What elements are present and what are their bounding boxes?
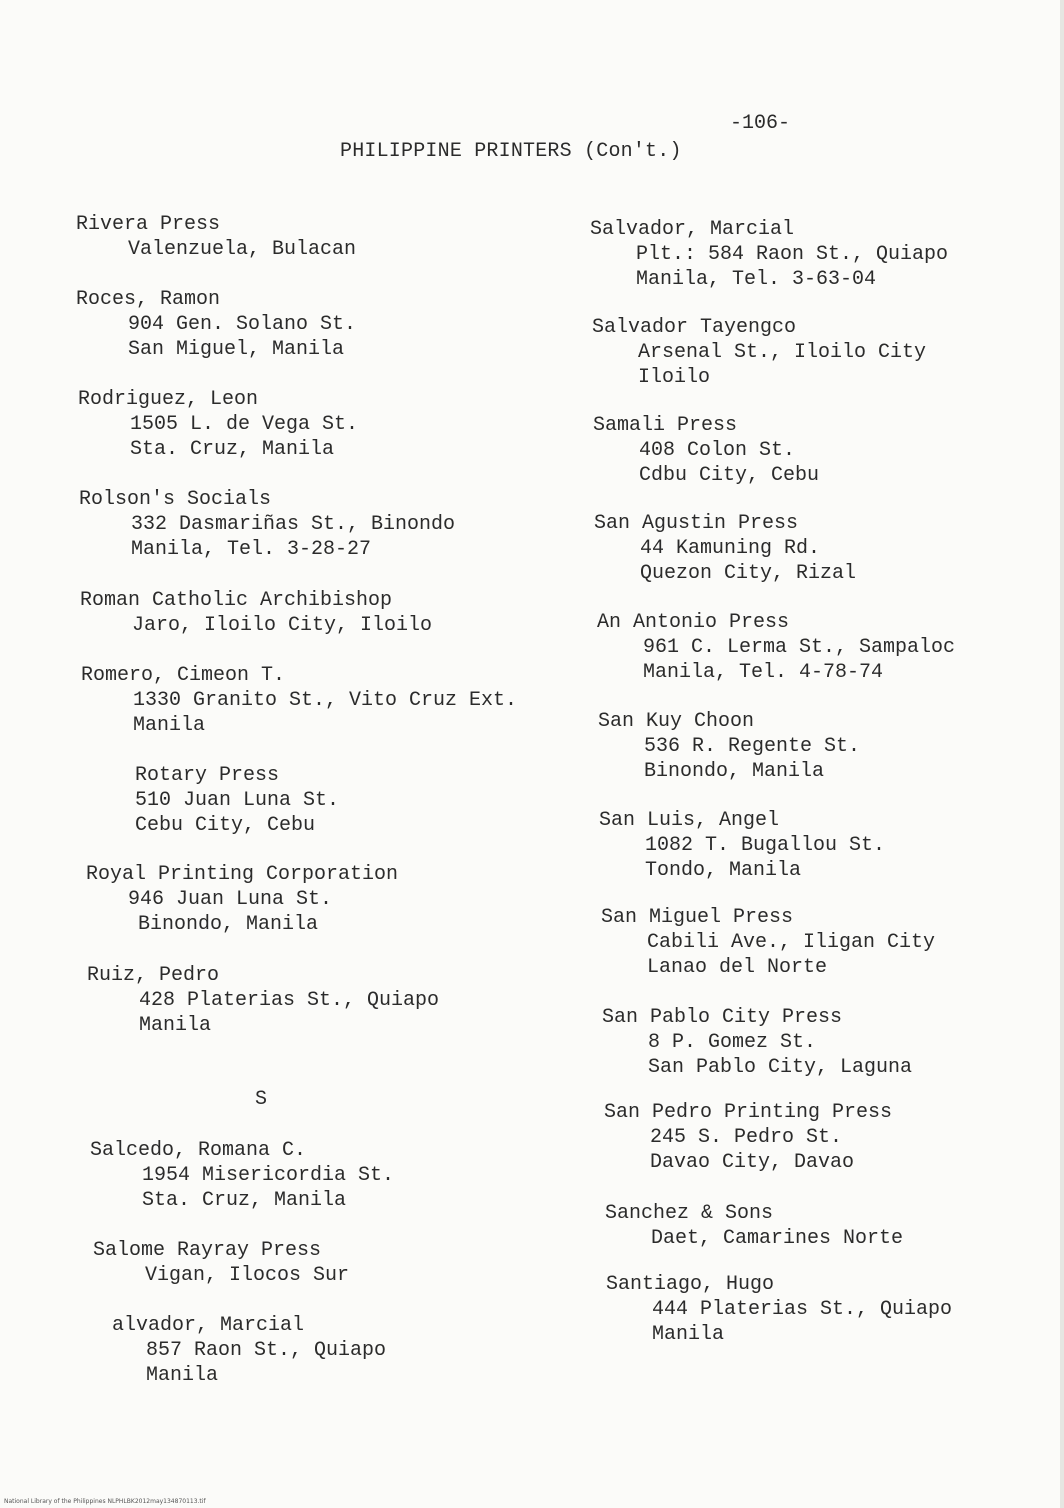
list-item	[135, 763, 339, 838]
entry-address: 946 Juan Luna St.	[128, 888, 333, 911]
entry-address: Manila	[133, 714, 206, 737]
entry-address: Cdbu City, Cebu	[639, 464, 820, 487]
list-item	[87, 963, 439, 1038]
entry-address: 1330 Granito St., Vito Cruz Ext.	[133, 689, 518, 712]
entry-address: San Miguel, Manila	[128, 338, 345, 361]
list-item	[599, 808, 885, 883]
entry-name: San Pedro Printing Press	[604, 1101, 893, 1124]
entry-address: Arsenal St., Iloilo City	[638, 341, 927, 364]
entry-name: An Antonio Press	[597, 611, 790, 634]
entry-address: Binondo, Manila	[138, 913, 319, 936]
entry-name: San Kuy Choon	[598, 710, 755, 733]
entry-address: Iloilo	[638, 366, 711, 389]
entry-name: Salome Rayray Press	[93, 1239, 322, 1262]
list-item	[86, 862, 398, 937]
list-item	[79, 487, 455, 562]
list-item	[601, 905, 935, 980]
entry-address: 8 P. Gomez St.	[648, 1031, 817, 1054]
entry-address: 44 Kamuning Rd.	[640, 537, 821, 560]
entry-name: Romero, Cimeon T.	[81, 664, 286, 687]
entry-name: Santiago, Hugo	[606, 1273, 775, 1296]
entry-address: Plt.: 584 Raon St., Quiapo	[636, 243, 949, 266]
entry-name: Salcedo, Romana C.	[90, 1139, 307, 1162]
entry-address: 1505 L. de Vega St.	[130, 413, 359, 436]
list-item	[93, 1238, 349, 1288]
entry-name: Roman Catholic Archibishop	[80, 589, 393, 612]
list-item	[592, 315, 926, 390]
page-title: PHILIPPINE PRINTERS (Con't.)	[340, 140, 682, 163]
entry-address: 510 Juan Luna St.	[135, 789, 340, 812]
list-item	[597, 610, 955, 685]
list-item	[598, 709, 860, 784]
list-item	[80, 588, 432, 638]
entry-address: Manila, Tel. 3-63-04	[636, 268, 877, 291]
list-item	[602, 1005, 912, 1080]
entry-address: Vigan, Ilocos Sur	[145, 1264, 350, 1287]
list-item	[605, 1201, 903, 1251]
entry-address: Quezon City, Rizal	[640, 562, 857, 585]
list-item	[112, 1313, 386, 1388]
entry-address: 332 Dasmariñas St., Binondo	[131, 513, 456, 536]
entry-address: Manila, Tel. 3-28-27	[131, 538, 372, 561]
entry-address: San Pablo City, Laguna	[648, 1056, 913, 1079]
entry-address: Davao City, Davao	[650, 1151, 855, 1174]
list-item	[76, 287, 356, 362]
entry-address: 857 Raon St., Quiapo	[146, 1339, 387, 1362]
entry-name: Sanchez & Sons	[605, 1202, 774, 1225]
entry-name: Salvador Tayengco	[592, 316, 797, 339]
entry-name: alvador, Marcial	[112, 1314, 305, 1337]
entry-name: San Agustin Press	[594, 512, 799, 535]
entry-address: Cebu City, Cebu	[135, 814, 316, 837]
list-item	[593, 413, 819, 488]
list-item	[90, 1138, 394, 1213]
page-edge	[1060, 0, 1064, 1508]
entry-name: Royal Printing Corporation	[86, 863, 399, 886]
scan-footer: National Library of the Philippines NLPHLBK2012may134870113.tif	[4, 1498, 206, 1505]
entry-address: Sta. Cruz, Manila	[142, 1189, 347, 1212]
list-item	[78, 387, 358, 462]
entry-address: 408 Colon St.	[639, 439, 796, 462]
entry-name: Rivera Press	[76, 213, 221, 236]
entry-name: San Pablo City Press	[602, 1006, 843, 1029]
list-item	[604, 1100, 892, 1175]
list-item	[81, 663, 517, 738]
entry-address: 245 S. Pedro St.	[650, 1126, 843, 1149]
entry-name: San Luis, Angel	[599, 809, 780, 832]
entry-address: Lanao del Norte	[647, 956, 828, 979]
entry-address: 1954 Misericordia St.	[142, 1164, 395, 1187]
entry-name: Rolson's Socials	[79, 488, 272, 511]
entry-address: Cabili Ave., Iligan City	[647, 931, 936, 954]
entry-address: Manila	[146, 1364, 219, 1387]
page-number: -106-	[730, 112, 791, 135]
entry-address: Tondo, Manila	[645, 859, 802, 882]
entry-address: 444 Platerias St., Quiapo	[652, 1298, 953, 1321]
entry-name: Samali Press	[593, 414, 738, 437]
section-letter: S	[255, 1088, 268, 1111]
entry-address: Jaro, Iloilo City, Iloilo	[132, 614, 433, 637]
entry-name: Rotary Press	[135, 764, 280, 787]
list-item	[590, 217, 948, 292]
entry-name: Salvador, Marcial	[590, 218, 795, 241]
list-item	[606, 1272, 952, 1347]
entry-name: San Miguel Press	[601, 906, 794, 929]
entry-address: Manila	[652, 1323, 725, 1346]
entry-name: Ruiz, Pedro	[87, 964, 220, 987]
entry-address: 904 Gen. Solano St.	[128, 313, 357, 336]
entry-address: Daet, Camarines Norte	[651, 1227, 904, 1250]
entry-address: 428 Platerias St., Quiapo	[139, 989, 440, 1012]
entry-address: 1082 T. Bugallou St.	[645, 834, 886, 857]
entry-address: Manila	[139, 1014, 212, 1037]
entry-name: Rodriguez, Leon	[78, 388, 259, 411]
list-item	[594, 511, 856, 586]
entry-address: Binondo, Manila	[644, 760, 825, 783]
entry-address: Valenzuela, Bulacan	[128, 238, 357, 261]
entry-address: 961 C. Lerma St., Sampaloc	[643, 636, 956, 659]
entry-name: Roces, Ramon	[76, 288, 221, 311]
entry-address: Sta. Cruz, Manila	[130, 438, 335, 461]
entry-address: Manila, Tel. 4-78-74	[643, 661, 884, 684]
entry-address: 536 R. Regente St.	[644, 735, 861, 758]
list-item	[76, 212, 356, 262]
